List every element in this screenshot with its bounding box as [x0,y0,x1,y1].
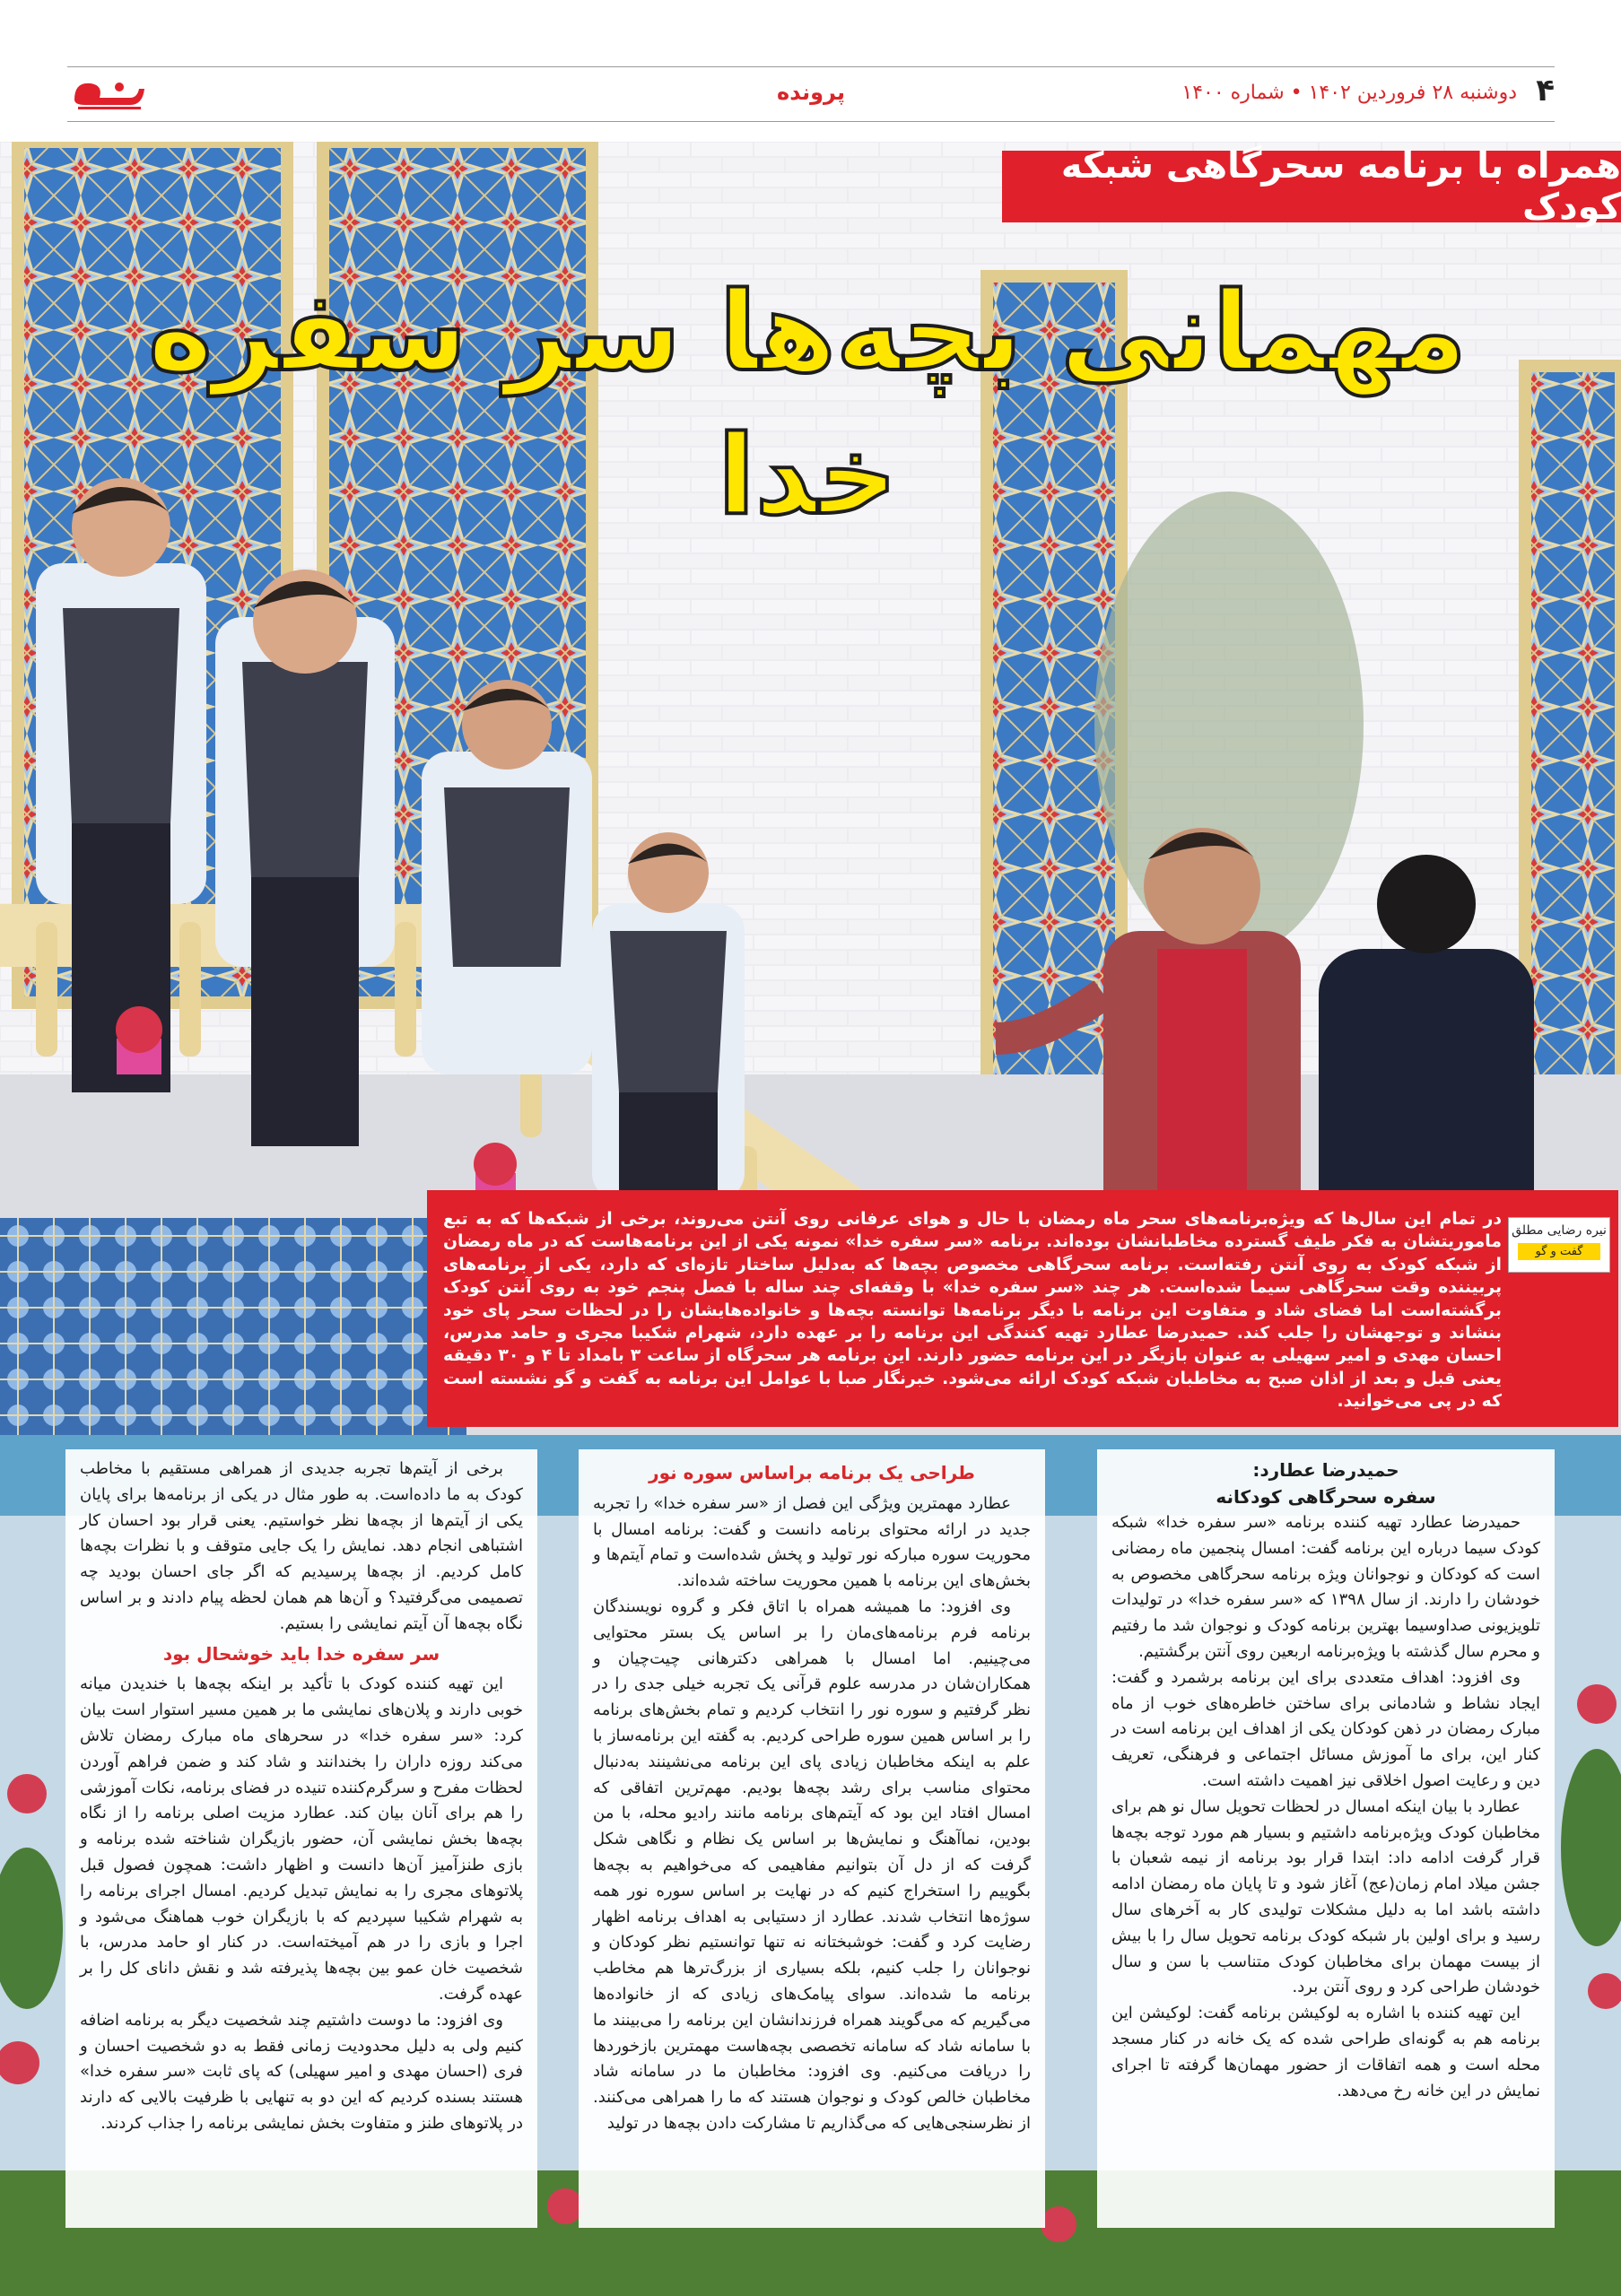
issue-date: دوشنبه ۲۸ فروردین ۱۴۰۲ • شماره ۱۴۰۰ [1181,82,1517,104]
paragraph: وی افزود: ما همیشه همراه با اتاق فکر و گروه نویسندگان برنامه فرم برنامه‌های‌مان را بر اساس یک بستر محتوایی می‌چینیم. اما امسال با همراهی دکترهانی چیت‌چیان و همکاران‌شان در مدرسه علوم قرآنی یک تجربه خیلی جدی را در نظر گرفتیم و سوره نور را انتخاب کردیم و تمام بخش‌های برنامه را بر اساس همین سوره طراحی کردیم. به گفته این برنامه‌ساز با علم به اینکه مخاطبان زیادی پای این برنامه می‌نشینند به‌دنبال محتوای مناسب برای رشد بچه‌ها بودیم. مهم‌ترین اتفاقی که امسال افتاد این بود که آیتم‌های برنامه مانند رادیو محله، با من بودین، نماآهنگ و نمایش‌ها بر اساس یک نظام و نگاهی شکل گرفت که از دل آن بتوانیم مفاهیمی که می‌خواهیم به بچه‌ها بگوییم را استخراج کنیم که در نهایت بر اساس سوره نور همه سوژه‌ها انتخاب شدند. عطارد از دستیابی به اهداف برنامه اظهار رضایت کرد و گفت: خوشبختانه نه تنها توانستیم نظر کودکان و نوجوانان را جلب کنیم، بلکه بسیاری از بزرگ‌ترها هم مخاطب برنامه ما شده‌اند. سوای پیامک‌های زیادی که از خانواده‌ها می‌گیریم که می‌گویند همراه فرزندانشان این برنامه را می‌بینند ما با سامانه شاد که سامانه تخصصی بچه‌هاست مهمترین بازخوردها را دریافت می‌کنیم. وی افزود: مخاطبان ما در سامانه شاد مخاطبان خالص کودک و نوجوان هستند که ما را همراهی می‌کنند. از نظرسنجی‌هایی که می‌گذاریم تا مشارکت دادن بچه‌ها در تولید [593,1596,1031,2133]
paragraph: حمیدرضا عطارد تهیه کننده برنامه «سر سفره خدا» شبکه کودک سیما درباره این برنامه گفت: امسال پنجمین ماه رمضانی است که کودکان و نوجوانان ویژه برنامه سحرگاهی مخصوص به خودشان را دارند. از سال ۱۳۹۸ که «سر سفره خدا» در تولیدات تلویزیونی صداوسیما بهترین برنامه کودک و نوجوان شد ما رفتیم و محرم سال گذشته با ویژه‌برنامه اربعین روی آنتن برگشتیم. [1111,1513,1540,1661]
paragraph: این تهیه کننده با اشاره به لوکیشن برنامه گفت: لوکیشن این برنامه هم به گونه‌ای طراحی شده که یک خانه در کنار مسجد محله است و همه اتفاقات از حضور مهمان‌ها گرفته تا اجرای نمایش در این خانه رخ می‌دهد. [1111,2004,1540,2100]
paragraph: این تهیه کننده کودک با تأکید بر اینکه بچه‌ها با خندیدن میانه خوبی دارند و پلان‌های نمایشی ما بر همین مسیر استوار است بیان کرد: «سر سفره خدا» در سحرهای ماه مبارک رمضان تلاش می‌کند روزه داران را بخندانند و شاد کند و ضمن فراهم آوردن لحظات مفرح و سرگرم‌کننده تنیده در فضای برنامه، نکات آموزشی را هم برای آنان بیان کند. عطارد مزیت اصلی برنامه را از نگاه بچه‌ها بخش نمایشی آن، حضور بازیگران شناخته شده برنامه و بازی طنزآمیز آن‌ها دانست و اظهار داشت: همچون فصول قبل پلاتوهای مجری را به نمایش تبدیل کردیم. امسال اجرای برنامه را به شهرام شکیبا سپردیم که با بازیگران خوب هماهنگ می‌شود و اجرا و بازی را در هم آمیخته‌است. در کنار او حامد مدرس، با شخصیت خان عمو بین بچه‌ها پذیرفته شد و نقش دانای کل را بر عهده گرفت. [80,1674,523,2004]
paragraph: وی افزود: اهداف متعددی برای این برنامه برشمرد و گفت: ایجاد نشاط و شادمانی برای ساختن خاطره‌های خوب از ماه مبارک رمضان در ذهن کودکان یکی از اهداف این برنامه است در کنار این، برای ما آموزش مسائل اجتماعی و فرهنگی، تعریف دین و رعایت اصول اخلاقی نیز اهمیت داشته است. [1111,1667,1540,1790]
paragraph: وی افزود: ما دوست داشتیم چند شخصیت دیگر به برنامه اضافه کنیم ولی به دلیل محدودیت زمانی فقط به دو شخصیت احسان و فری (احسان مهدی و امیر سهیلی) که پای ثابت «سر سفره خدا» هستند بسنده کردیم که این دو به تنهایی با ظرفیت بالایی که دارند در پلاتوهای طنز و متفاوت بخش نمایشی برنامه را جذاب کردند. [80,2010,523,2133]
article-column-1 [1097,1449,1555,2228]
article-column-2 [579,1449,1045,2228]
headline: مهمانی بچه‌ها سر سفره خدا [147,268,1468,539]
paragraph: عطارد مهمترین ویژگی این فصل از «سر سفره خدا» را تجربه جدید در ارائه محتوای برنامه دانست و گفت: برنامه امسال با محوریت سوره مبارکه نور تولید و پخش شده‌است و تمام آیتم‌ها و بخش‌های این برنامه با همین محوریت ساخته شده‌اند. [593,1493,1031,1591]
column-subhead: سر سفره خدا باید خوشحال بود [162,1642,440,1665]
byline-type: گفت و گو [1518,1243,1600,1260]
byline [1508,1217,1610,1273]
paragraph: عطارد با بیان اینکه امسال در لحظات تحویل سال نو هم برای مخاطبان کودک ویژه‌برنامه داشتیم و بسیار هم مورد توجه بچه‌ها قرار گرفت ادامه داد: ابتدا قرار بود برنامه از نیمه شعبان با جشن میلاد امام زمان(عج) آغاز شود و تا پایان ماه رمضان ادامه داشته باشد اما به دلیل مشکلات تولیدی کار به آخرهای سال رسید و برای اولین بار شبکه کودک برنامه تحویل سال را با بیش از بیست مهمان برای مخاطبان کودک متناسب با سن و سال خودشان طراحی کرد و روی آنتن برد. [1111,1796,1540,1997]
kicker-banner: همراه با برنامه سحرگاهی شبکه کودک [1002,151,1621,222]
interviewee-name: حمیدرضا عطارد: [1252,1459,1399,1481]
section-label: پرونده [777,80,845,105]
lead-paragraph: در تمام این سال‌ها که ویژه‌برنامه‌های سحر ماه رمضان با حال و هوای عرفانی روی آنتن می‌روند، برخی از شبکه‌ها که به تبع ماموریتشان به فکر طیف گسترده مخاطبانشان بوده‌اند. برنامه «سر سفره خدا» نمونه یکی از این برنامه‌هاست که در ماه رمضان از شبکه کودک به روی آنتن رفته‌است. برنامه سحرگاهی مخصوص بچه‌ها که به‌دلیل ساختار تازه‌ای که دارد، یکی از برنامه‌های پربیننده وقت سحرگاهی سیما شده‌است. هر چند «سر سفره خدا» با وقفه‌ای چند ساله با فصل پنجم خود به روی آنتن کودک برگشته‌است اما فضای شاد و متفاوت این برنامه با دیگر برنامه‌ها توانسته بچه‌ها و خانواده‌هایشان را در لحظات سحر پای خود بنشاند و توجهشان را جلب کند. حمیدرضا عطارد تهیه کنندگی این برنامه را بر عهده دارد، شهرام شکیبا مجری و حامد مدرس، احسان مهدی و امیر سهیلی به عنوان بازیگر در این برنامه حضور دارند. این برنامه هر سحرگاه از ساعت ۳ بامداد تا ۴ و ۳۰ دقیقه یعنی قبل و بعد از اذان صبح به مخاطبان شبکه کودک ارائه می‌شود. خبرنگار صبا با عوامل این برنامه به گفت و گو نشسته است که در پی می‌خوانید. [443,1210,1502,1412]
page-number: ۴ [1536,73,1555,109]
paragraph: برخی از آیتم‌ها تجربه جدیدی از همراهی مستقیم با مخاطب کودک به ما داده‌است. به طور مثال در یکی از برنامه‌ها برای پایان یکی از آیتم‌ها از بچه‌ها نظر خواستیم. یعنی قرار بود احسان کار اشتباهی انجام دهد. نمایش را یک جایی متوقف و با نظرات بچه‌ها کامل کردیم. از بچه‌ها پرسیدیم که اگر جای احسان بودید چه تصمیمی می‌گرفتید؟ و آن‌ها هم همان لحظه پیام دادند و بر اساس نگاه بچه‌ها آن آیتم نمایشی را بستیم. [80,1459,523,1633]
saba-logo [67,73,152,110]
column-subhead: طراحی یک برنامه براساس سوره نور [649,1462,975,1483]
lead-box [427,1190,1618,1427]
column-subhead: سفره سحرگاهی کودکانه [1216,1486,1436,1508]
byline-author: نیره رضایی مطلق [1512,1223,1607,1238]
page-header [67,66,1555,122]
article-column-3 [65,1449,537,2228]
